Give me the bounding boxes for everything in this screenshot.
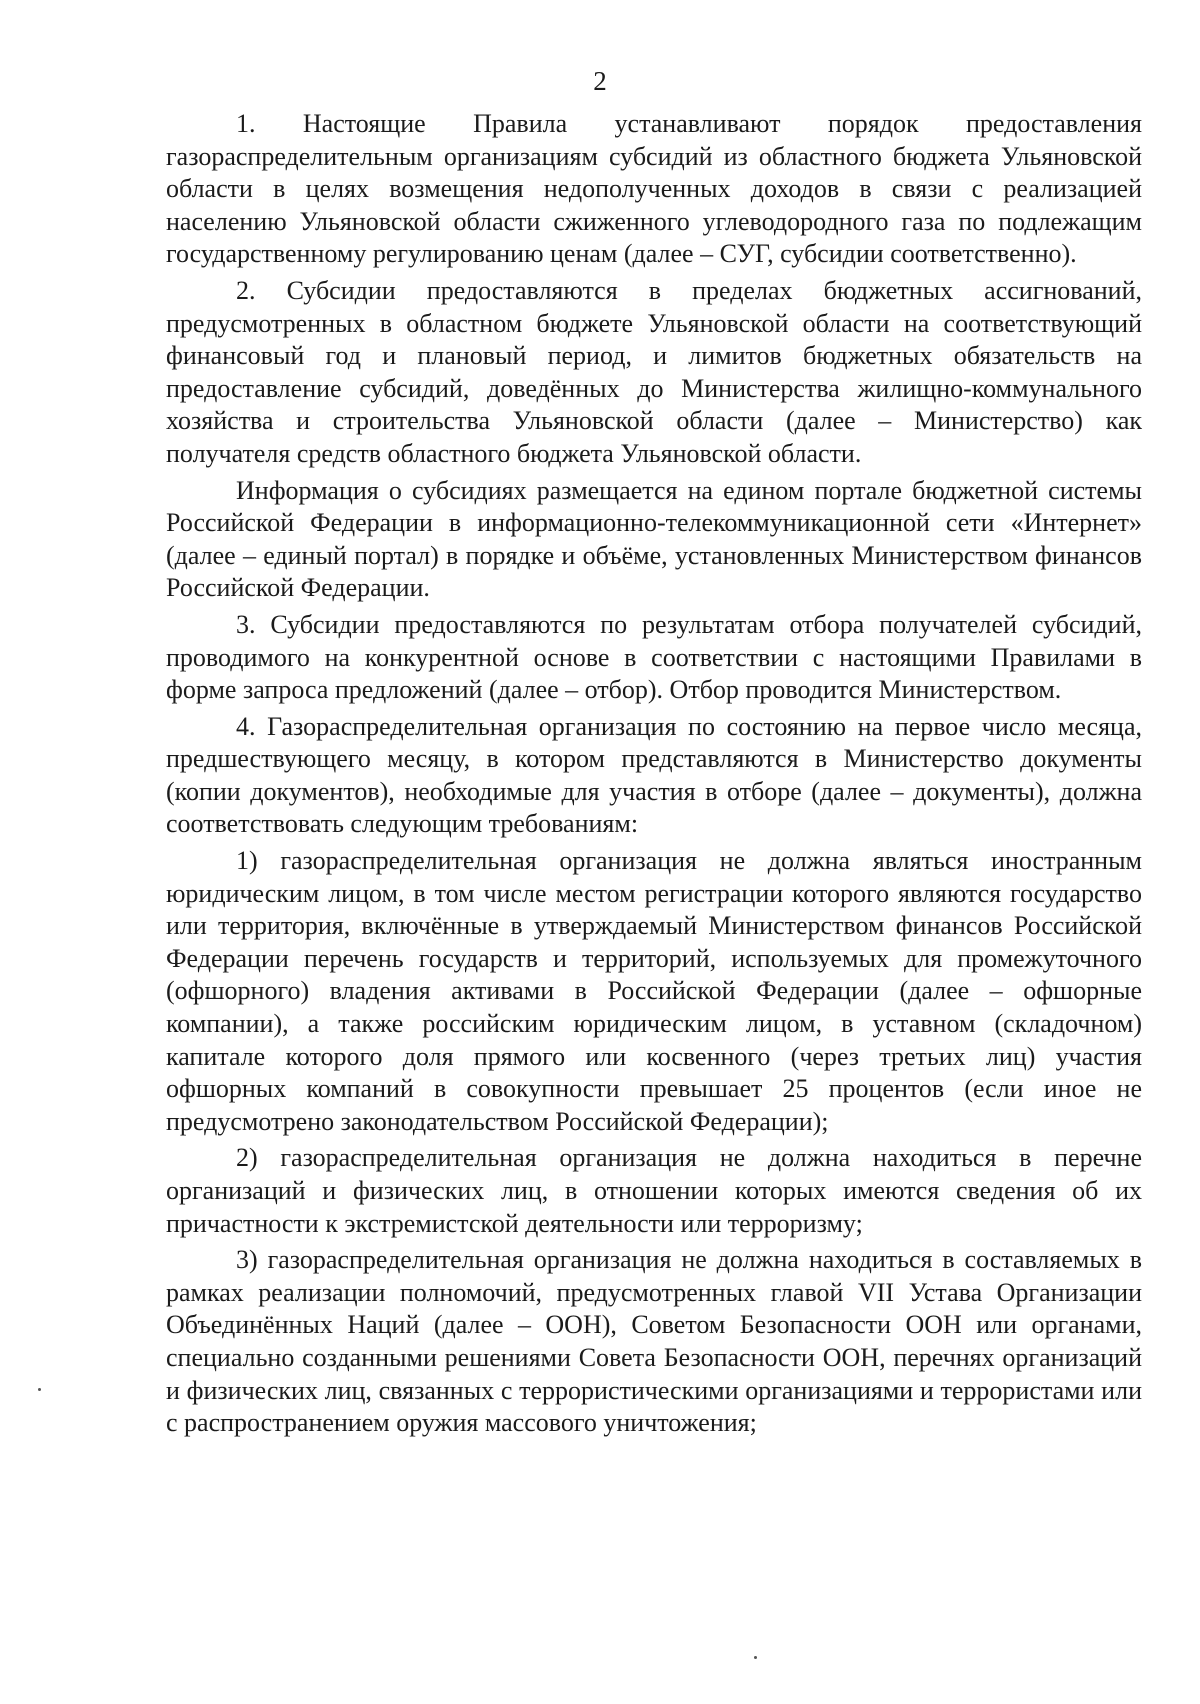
paragraph-7: 2) газораспределительная организация не должна находиться в перечне организаций и физических лиц, в отношении которых имеются сведения об их причастности к экстремистской деятельности или терроризму;: [166, 1143, 1142, 1238]
scan-speck: [38, 1388, 41, 1391]
scan-speck: [754, 1656, 757, 1659]
paragraph-1: 1. Настоящие Правила устанавливают порядок предоставления газораспределительным организациям субсидий из областного бюджета Ульяновской области в целях возмещения недополученных доходов в связи с реализацией населению Ульяновской области сжиженного углеводородного газа по подлежащим государственному регулированию ценам (далее – СУГ, субсидии соответственно).: [166, 109, 1142, 269]
paragraph-8: 3) газораспределительная организация не должна находиться в составляемых в рамках реализации полномочий, предусмотренных главой VII Устава Организации Объединённых Наций (далее – ООН), Советом Безопасности ООН или органами, специально созданными решениями Совета Безопасности ООН, перечнях организаций и физических лиц, связанных с террористическими организациями и террористами или с распространением оружия массового уничтожения;: [166, 1245, 1142, 1438]
paragraph-4: 3. Субсидии предоставляются по результатам отбора получателей субсидий, проводимого на конкурентной основе в соответствии с настоящими Правилами в форме запроса предложений (далее – отбор). Отбор проводится Министерством.: [166, 609, 1142, 705]
page-number: 2: [593, 66, 607, 96]
paragraph-3: Информация о субсидиях размещается на едином портале бюджетной системы Российской Федерации в информационно-телекоммуникационной сети «Интернет» (далее – единый портал) в порядке и объёме, установленных Министерством финансов Российской Федерации.: [166, 475, 1142, 603]
paragraph-2: 2. Субсидии предоставляются в пределах бюджетных ассигнований, предусмотренных в областном бюджете Ульяновской области на соответствующий финансовый год и плановый период, и лимитов бюджетных обязательств на предоставление субсидий, доведённых до Министерства жилищно-коммунального хозяйства и строительства Ульяновской области (далее – Министерство) как получателя средств областного бюджета Ульяновской области.: [166, 275, 1142, 468]
document-body: [166, 108, 1142, 1440]
paragraph-6: 1) газораспределительная организация не должна являться иностранным юридическим лицом, в том числе местом регистрации которого являются государство или территория, включённые в утверждаемый Министерством финансов Российской Федерации перечень государств и территорий, используемых для промежуточного (офшорного) владения активами в Российской Федерации (далее – офшорные компании), а также российским юридическим лицом, в уставном (складочном) капитале которого доля прямого или косвенного (через третьих лиц) участия офшорных компаний в совокупности превышает 25 процентов (если иное не предусмотрено законодательством Российской Федерации);: [166, 846, 1142, 1136]
paragraph-5: 4. Газораспределительная организация по состоянию на первое число месяца, предшествующего месяцу, в котором представляются в Министерство документы (копии документов), необходимые для участия в отборе (далее – документы), должна соответствовать следующим требованиям:: [166, 711, 1142, 839]
